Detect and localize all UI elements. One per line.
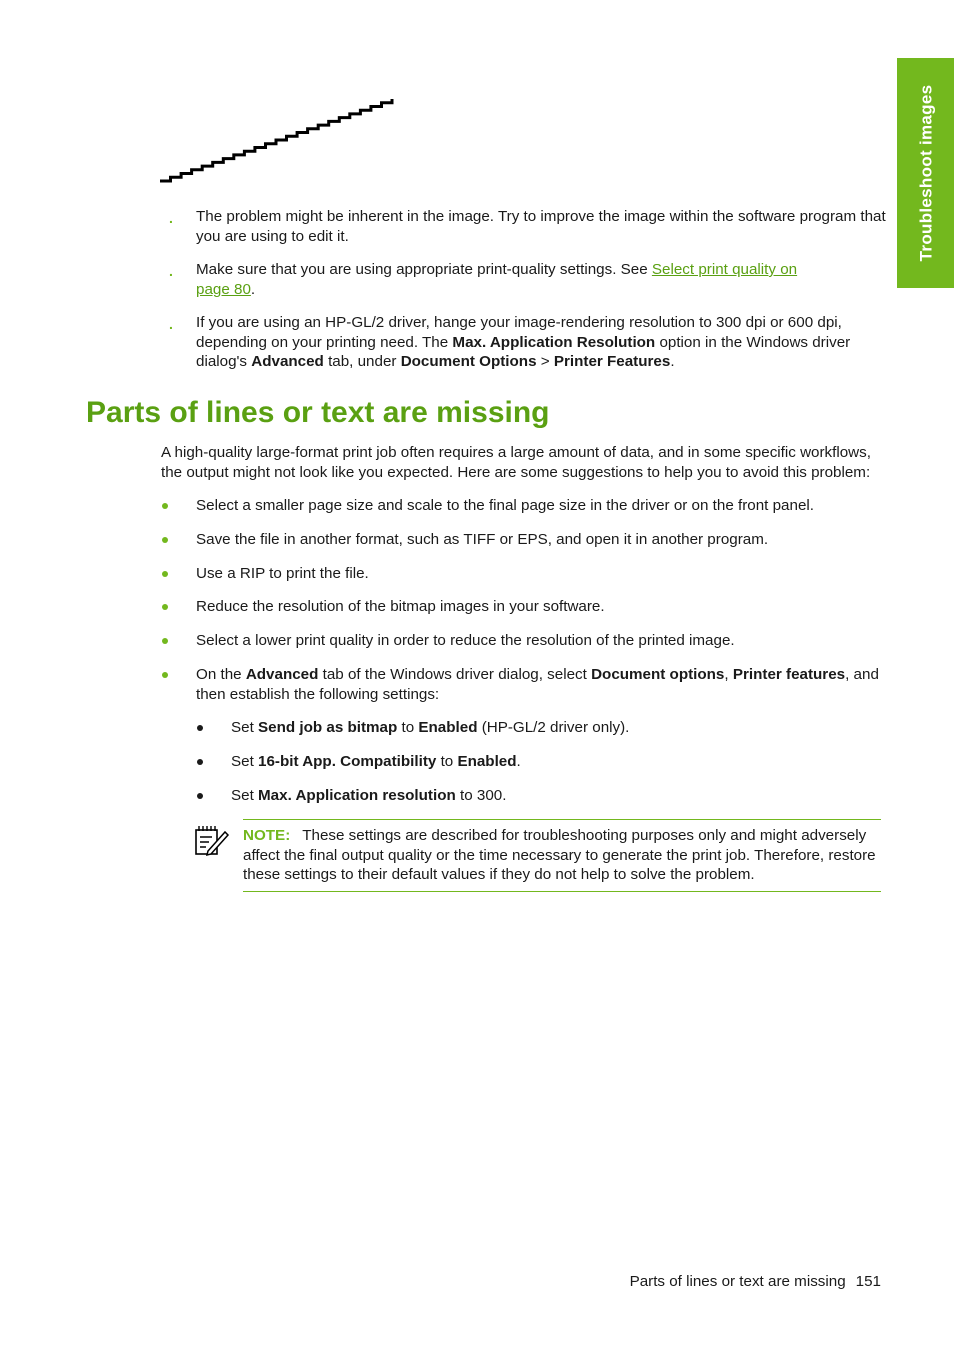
bullet-dot bbox=[162, 638, 168, 644]
bullet-text: If you are using an HP-GL/2 driver, hange your image-rendering resolution to 300 dpi or 600 dpi, depending on your printing need. The bbox=[196, 314, 842, 351]
ui-term: Document Options bbox=[400, 353, 537, 370]
bullet-text: The problem might be inherent in the image. Try to improve the image within the software program that you are using to edit it. bbox=[196, 208, 886, 245]
page-footer bbox=[630, 1272, 881, 1292]
bullet-text: to 300. bbox=[455, 787, 507, 804]
footer-title: Parts of lines or text are missing bbox=[629, 1273, 846, 1290]
ui-term: Advanced bbox=[251, 353, 324, 370]
bullet-text: tab of the Windows driver dialog, select bbox=[318, 666, 592, 683]
ui-term: Enabled bbox=[418, 719, 478, 736]
ui-term: Advanced bbox=[245, 666, 319, 683]
list-item: Save the file in another format, such as TIFF or EPS, and open it in another program. bbox=[196, 531, 769, 548]
bullet-text: to bbox=[436, 753, 458, 770]
list-item bbox=[196, 313, 886, 372]
note-body: These settings are described for troubleshooting purposes only and might adversely affect the final output quality or the time necessary to generate the print job. Therefore, restore these settings to their default values if they do not help to solve the problem. bbox=[243, 827, 876, 883]
ui-term: Send job as bitmap bbox=[258, 719, 398, 736]
ui-term: Max. Application Resolution bbox=[452, 333, 656, 351]
bullet-dot bbox=[162, 604, 168, 610]
note-label: NOTE: bbox=[243, 827, 291, 844]
stair-step-line-illustration bbox=[158, 95, 398, 187]
bullet-marker: . bbox=[169, 263, 173, 279]
bullet-text: , bbox=[724, 666, 733, 683]
list-item: Select a smaller page size and scale to the final page size in the driver or on the front panel. bbox=[196, 497, 814, 514]
bullet-text: Make sure that you are using appropriate print-quality settings. See bbox=[196, 261, 652, 278]
bullet-text: . bbox=[250, 280, 256, 298]
note-text bbox=[243, 826, 883, 885]
bullet-text: . bbox=[670, 353, 675, 370]
bullet-text: > bbox=[536, 353, 554, 370]
bullet-text: to bbox=[397, 719, 419, 736]
bullet-text: tab, under bbox=[323, 353, 401, 370]
ui-term: Document options bbox=[591, 666, 725, 683]
bullet-text: Set bbox=[231, 719, 259, 736]
sub-list-item bbox=[231, 718, 881, 738]
select-print-quality-link[interactable]: Select print quality on page 80 bbox=[196, 261, 798, 298]
bullet-marker: . bbox=[169, 316, 173, 332]
bullet-text: Set bbox=[231, 787, 259, 804]
list-item bbox=[196, 260, 806, 299]
chapter-tab-label: Troubleshoot images bbox=[915, 84, 935, 262]
bullet-text: , and then establish the following settings: bbox=[196, 666, 879, 703]
ui-term: 16-bit App. Compatibility bbox=[258, 753, 437, 770]
list-item: Select a lower print quality in order to reduce the resolution of the printed image. bbox=[196, 632, 735, 649]
ui-term: Printer features bbox=[732, 666, 846, 683]
bullet-dot bbox=[162, 672, 168, 678]
list-item: Reduce the resolution of the bitmap images in your software. bbox=[196, 598, 605, 615]
list-item bbox=[196, 665, 886, 704]
chapter-side-tab bbox=[897, 58, 954, 288]
note-bottom-rule bbox=[243, 891, 881, 892]
note-top-rule bbox=[243, 819, 881, 820]
sub-bullet-dot bbox=[197, 793, 203, 799]
bullet-dot bbox=[162, 571, 168, 577]
section-heading: Parts of lines or text are missing bbox=[86, 396, 550, 429]
bullet-text: option in the Windows driver dialog's bbox=[196, 333, 851, 370]
bullet-dot bbox=[162, 503, 168, 509]
bullet-text: On the bbox=[196, 666, 246, 683]
bullet-marker: . bbox=[169, 210, 173, 226]
intro-paragraph: A high-quality large-format print job often requires a large amount of data, and in some specific workflows, the output might not look like you expected. Here are some suggestions to help you to avoid this problem: bbox=[161, 444, 871, 481]
bullet-text: (HP-GL/2 driver only). bbox=[477, 719, 630, 736]
ui-term: Max. Application resolution bbox=[258, 787, 456, 804]
bullet-text: . bbox=[516, 753, 521, 770]
list-item: Use a RIP to print the file. bbox=[196, 565, 369, 582]
bullet-dot bbox=[162, 537, 168, 543]
page-number: 151 bbox=[855, 1273, 881, 1290]
sub-bullet-dot bbox=[197, 759, 203, 765]
sub-list-item bbox=[231, 752, 881, 772]
ui-term: Printer Features bbox=[553, 353, 671, 370]
sub-bullet-dot bbox=[197, 725, 203, 731]
sub-list-item bbox=[231, 786, 881, 806]
list-item bbox=[196, 207, 886, 246]
bullet-text: Set bbox=[231, 753, 259, 770]
note-icon bbox=[194, 823, 230, 857]
ui-term: Enabled bbox=[457, 753, 517, 770]
